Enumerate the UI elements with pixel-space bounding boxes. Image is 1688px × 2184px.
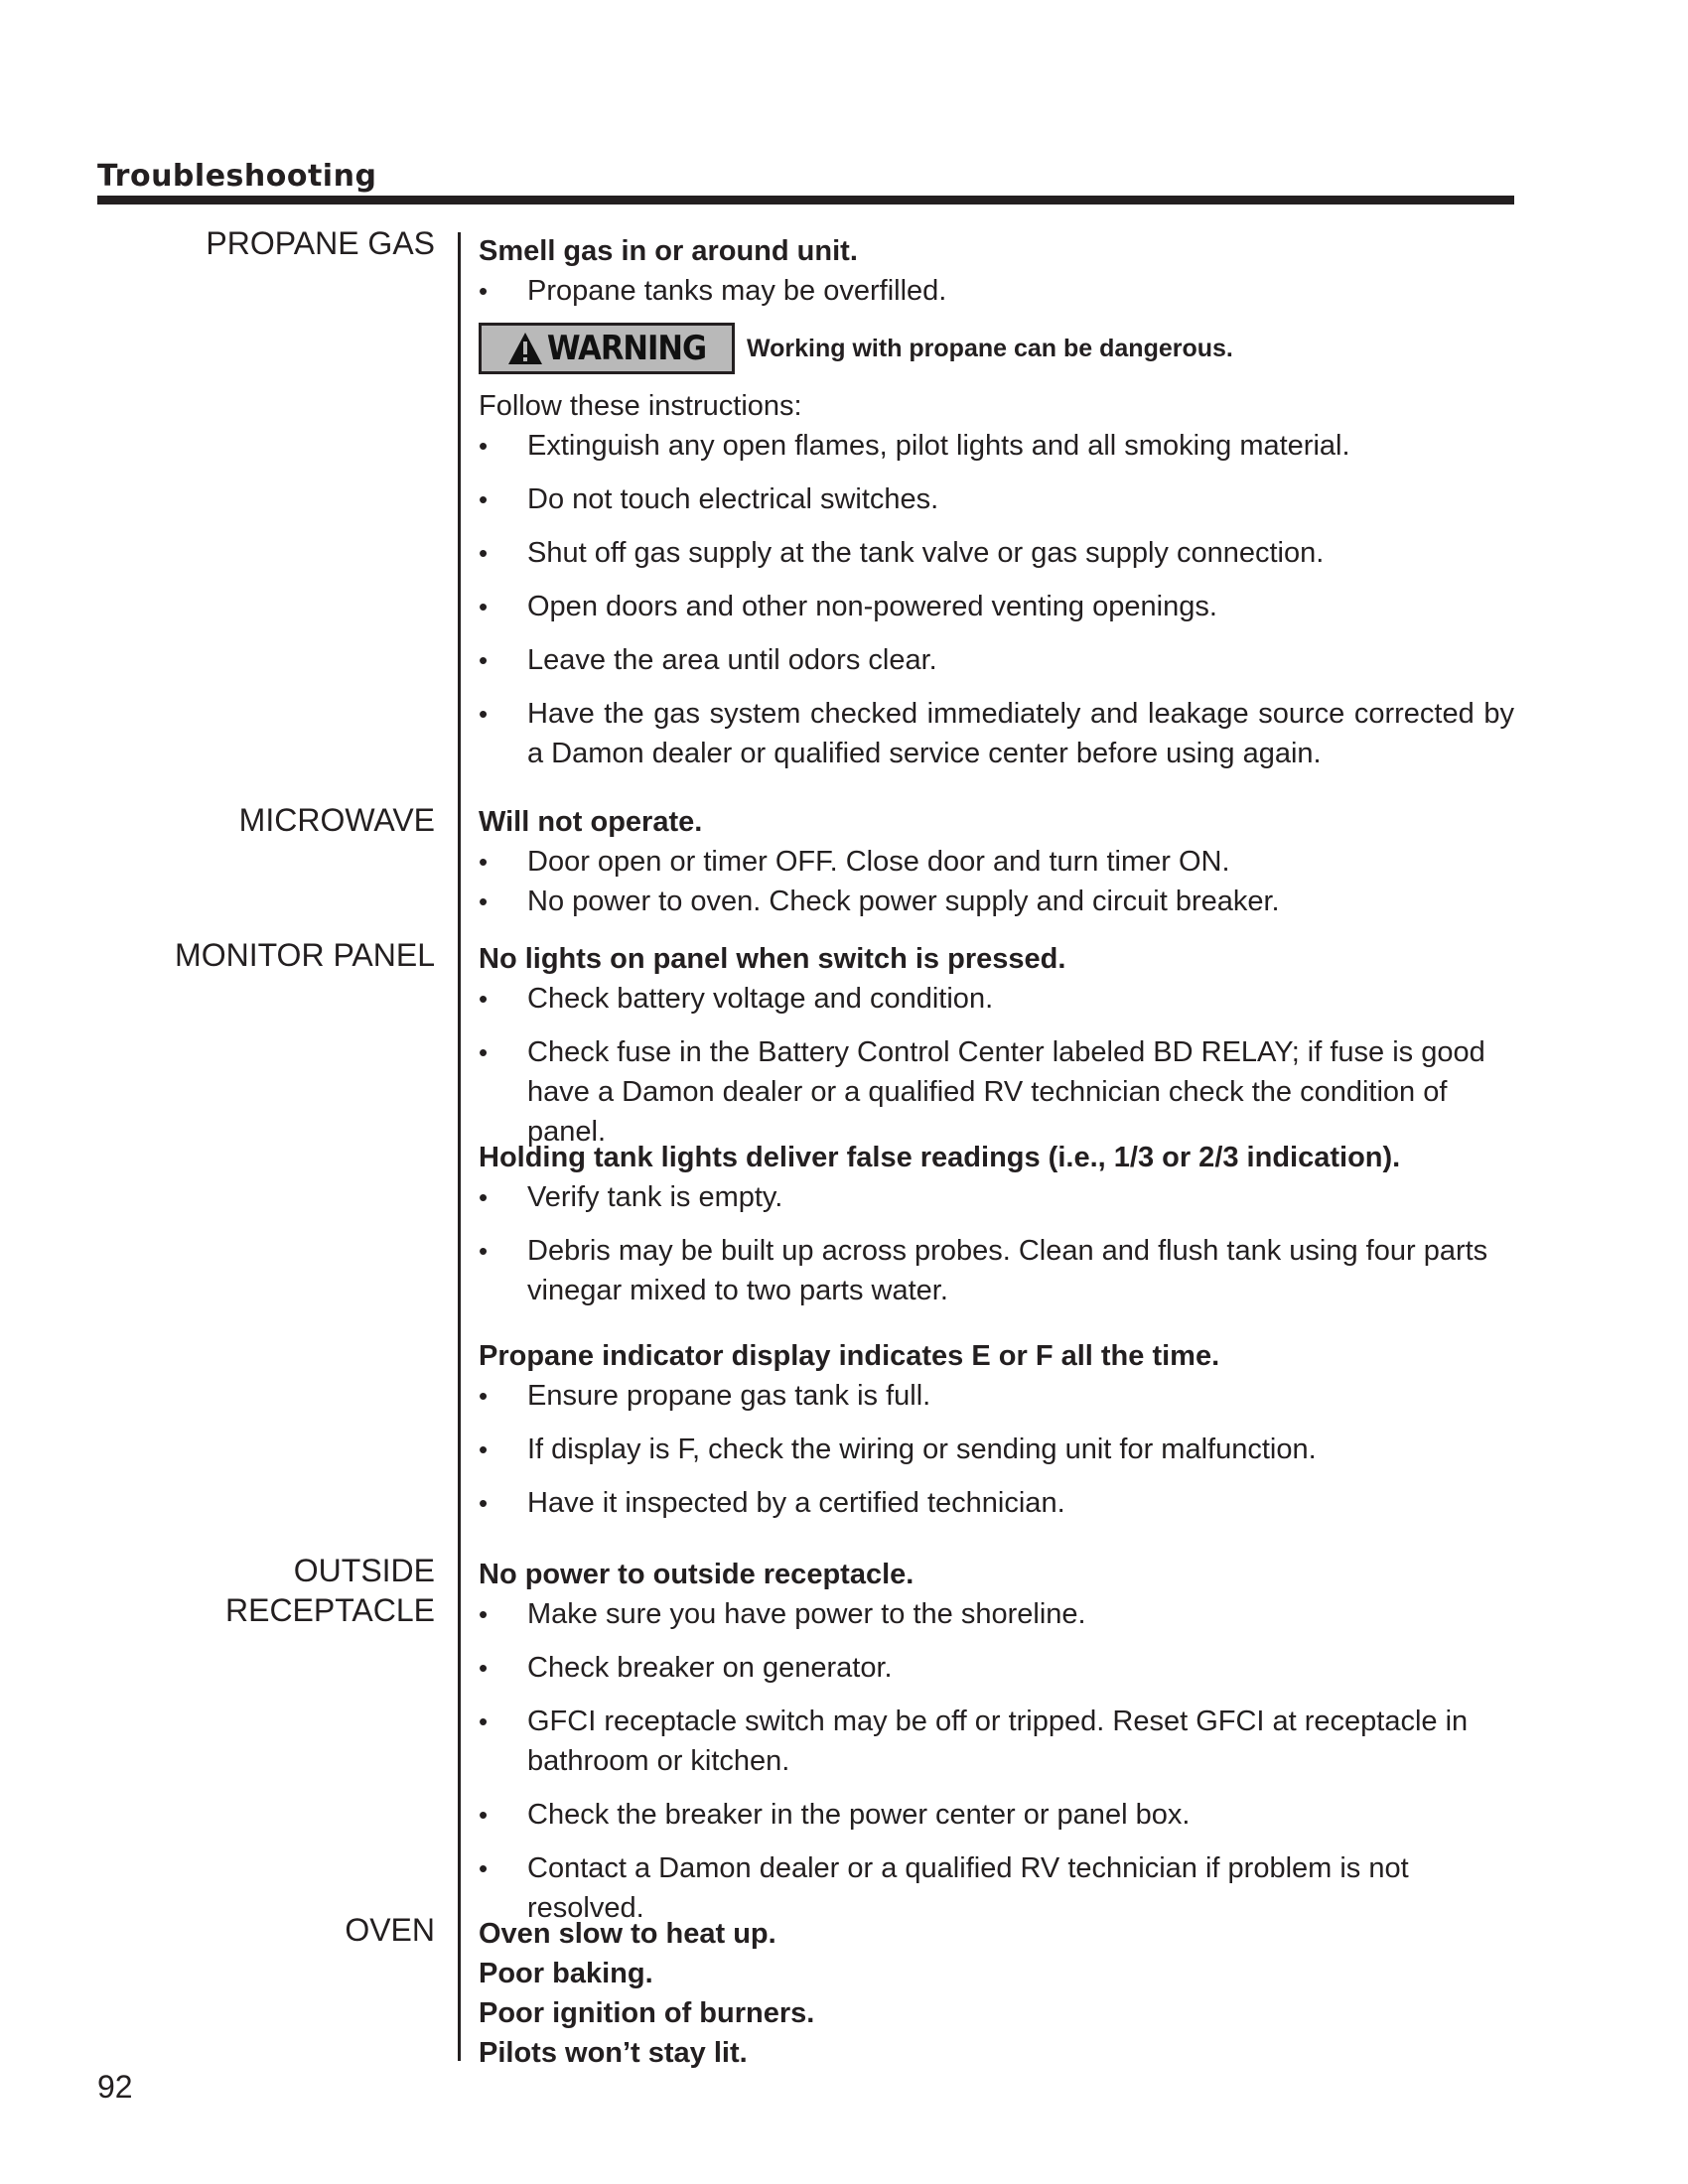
monitor-panel-group-3	[479, 1336, 1514, 1523]
header-rule	[97, 196, 1514, 205]
list-item: • Check fuse in the Battery Control Center labeled BD RELAY; if fuse is good have a Damon dealer or a qualified RV technician check the condition of panel.	[479, 1032, 1514, 1152]
outside-receptacle-list	[479, 1594, 1514, 1928]
list-item: • Verify tank is empty.	[479, 1177, 1514, 1217]
warning-triangle-icon	[507, 332, 543, 365]
microwave-heading: Will not operate.	[479, 806, 703, 838]
outside-receptacle-heading: No power to outside receptacle.	[479, 1559, 914, 1590]
list-item: • Door open or timer OFF. Close door and turn timer ON.	[479, 842, 1514, 882]
section-header	[97, 159, 1514, 205]
category-outside-receptacle-line1: OUTSIDE	[293, 1553, 435, 1588]
monitor-panel-heading-3: Propane indicator display indicates E or F all the time.	[479, 1340, 1220, 1372]
category-oven: OVEN	[345, 1912, 435, 1948]
monitor-panel-list-1	[479, 979, 1514, 1152]
microwave-list	[479, 842, 1514, 921]
list-item: • Check the breaker in the power center or panel box.	[479, 1795, 1514, 1835]
monitor-panel-list-2	[479, 1177, 1514, 1310]
list-item: • GFCI receptacle switch may be off or tripped. Reset GFCI at receptacle in bathroom or kitchen.	[479, 1702, 1514, 1781]
category-propane-gas: PROPANE GAS	[206, 225, 435, 261]
oven-heading-2: Poor baking.	[479, 1958, 653, 1989]
list-item: • Propane tanks may be overfilled.	[479, 271, 1514, 311]
list-item: • Have it inspected by a certified technician.	[479, 1483, 1514, 1523]
list-item: • Contact a Damon dealer or a qualified RV technician if problem is not resolved.	[479, 1848, 1514, 1928]
list-item: • Have the gas system checked immediately and leakage source corrected by a Damon dealer or qualified service center before using again.	[479, 694, 1514, 773]
column-divider	[458, 232, 461, 2061]
category-monitor-panel: MONITOR PANEL	[175, 937, 435, 973]
list-item: • Extinguish any open flames, pilot lights and all smoking material.	[479, 426, 1514, 466]
list-item: • Check breaker on generator.	[479, 1648, 1514, 1688]
propane-gas-instructions-list	[479, 426, 1514, 773]
oven-heading-4: Pilots won’t stay lit.	[479, 2037, 748, 2069]
category-outside-receptacle-line2: RECEPTACLE	[224, 1592, 435, 1628]
list-item: • Leave the area until odors clear.	[479, 640, 1514, 680]
propane-gas-heading: Smell gas in or around unit.	[479, 235, 858, 267]
monitor-panel-group-1	[479, 939, 1514, 1152]
outside-receptacle-section	[479, 1555, 1514, 1928]
propane-gas-top-list	[479, 271, 1514, 311]
monitor-panel-list-3	[479, 1376, 1514, 1523]
list-item: • Shut off gas supply at the tank valve or gas supply connection.	[479, 533, 1514, 573]
warning-text: Working with propane can be dangerous.	[747, 334, 1233, 362]
warning-label: WARNING	[546, 329, 707, 368]
oven-heading-3: Poor ignition of burners.	[479, 1997, 815, 2029]
monitor-panel-heading-2: Holding tank lights deliver false readings (i.e., 1/3 or 2/3 indication).	[479, 1142, 1401, 1173]
warning-row	[479, 323, 1514, 374]
propane-gas-section	[479, 231, 1514, 773]
list-item: • No power to oven. Check power supply and circuit breaker.	[479, 882, 1514, 921]
list-item: • Check battery voltage and condition.	[479, 979, 1514, 1019]
monitor-panel-group-2	[479, 1138, 1514, 1310]
list-item: • Make sure you have power to the shoreline.	[479, 1594, 1514, 1634]
category-outside-receptacle	[225, 1551, 435, 1630]
list-item: • Ensure propane gas tank is full.	[479, 1376, 1514, 1416]
microwave-section	[479, 802, 1514, 921]
category-microwave: MICROWAVE	[238, 802, 435, 838]
monitor-panel-heading-1: No lights on panel when switch is pressed.	[479, 943, 1066, 975]
propane-gas-intro: Follow these instructions:	[479, 390, 802, 422]
page-title: Troubleshooting	[97, 159, 377, 194]
oven-heading-1: Oven slow to heat up.	[479, 1918, 776, 1950]
list-item: • If display is F, check the wiring or sending unit for malfunction.	[479, 1430, 1514, 1469]
list-item: • Do not touch electrical switches.	[479, 479, 1514, 519]
list-item: • Open doors and other non-powered venting openings.	[479, 587, 1514, 626]
oven-section	[479, 1914, 1514, 2073]
warning-badge	[479, 323, 735, 374]
list-item: • Debris may be built up across probes. Clean and flush tank using four parts vinegar mixed to two parts water.	[479, 1231, 1514, 1310]
page-number: 92	[97, 2069, 133, 2105]
